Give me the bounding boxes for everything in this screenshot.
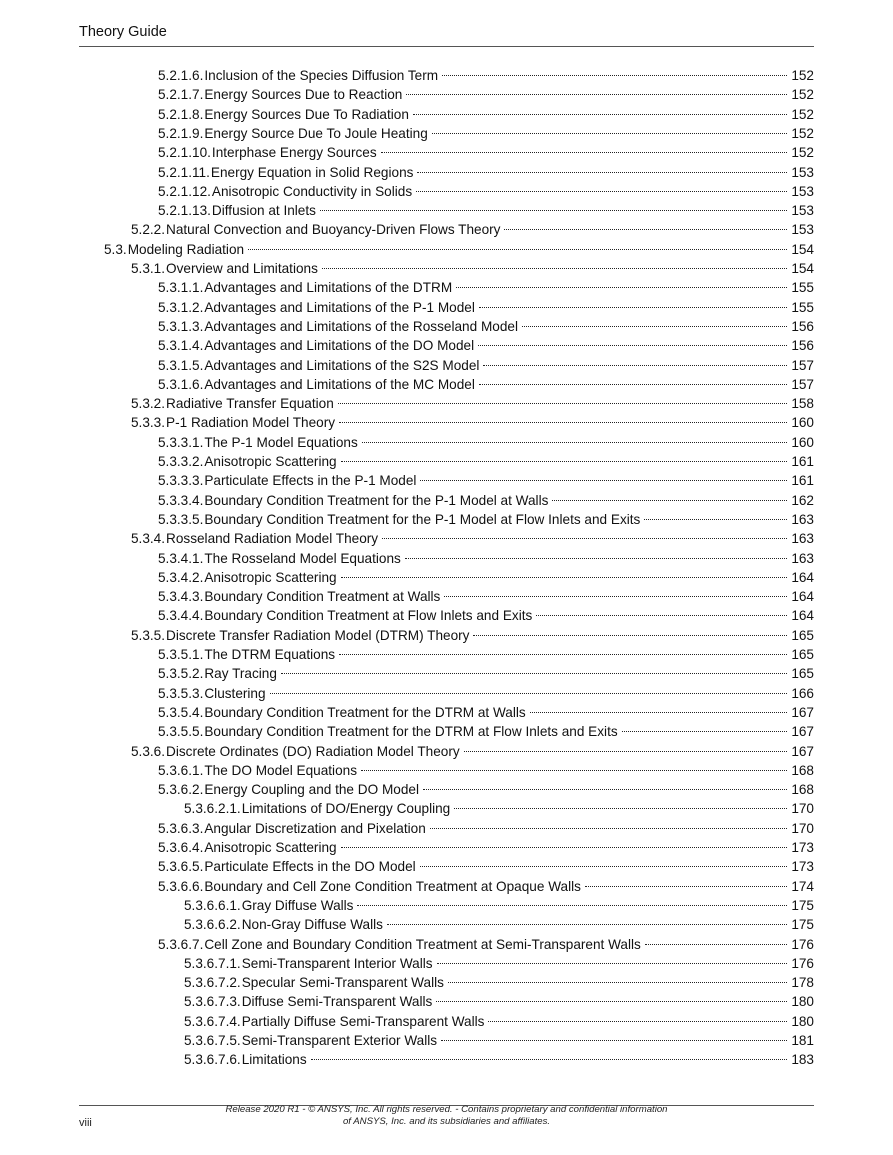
toc-entry-page: 167 [791, 724, 814, 739]
toc-entry-title: Non-Gray Diffuse Walls [241, 917, 383, 932]
toc-entry-title: Boundary Condition Treatment for the DTRM at Flow Inlets and Exits [204, 724, 618, 739]
toc-entry-number: 5.3.6.6. [158, 879, 204, 894]
toc-entry[interactable] [158, 935, 814, 954]
toc-entry[interactable] [158, 163, 814, 182]
toc-entry[interactable] [158, 780, 814, 799]
toc-dot-leader [248, 249, 787, 250]
toc-dot-leader [339, 422, 787, 423]
toc-dot-leader [416, 191, 787, 192]
toc-entry[interactable] [158, 471, 814, 490]
toc-entry-title: Discrete Ordinates (DO) Radiation Model Theory [166, 744, 460, 759]
toc-dot-leader [432, 133, 788, 134]
copyright-line-1: Release 2020 R1 - © ANSYS, Inc. All rights reserved. - Contains proprietary and confidential information [225, 1104, 668, 1115]
toc-entry[interactable] [158, 606, 814, 625]
toc-entry-title: Anisotropic Scattering [204, 454, 337, 469]
toc-entry-page: 175 [791, 917, 814, 932]
toc-dot-leader [357, 905, 787, 906]
toc-entry[interactable] [158, 85, 814, 104]
toc-entry[interactable] [131, 626, 814, 645]
toc-entry-number: 5.3.4.3. [158, 589, 204, 604]
toc-entry-page: 167 [791, 705, 814, 720]
toc-entry-page: 163 [791, 512, 814, 527]
toc-entry-page: 175 [791, 898, 814, 913]
toc-entry-page: 164 [791, 589, 814, 604]
toc-dot-leader [585, 886, 787, 887]
toc-entry[interactable] [158, 857, 814, 876]
toc-entry-number: 5.3.6.4. [158, 840, 204, 855]
toc-entry-title: Rosseland Radiation Model Theory [166, 531, 379, 546]
toc-entry[interactable] [131, 529, 814, 548]
toc-dot-leader [417, 172, 787, 173]
toc-entry-page: 152 [791, 145, 814, 160]
toc-entry-title: Particulate Effects in the DO Model [204, 859, 416, 874]
toc-entry-number: 5.2.1.7. [158, 87, 204, 102]
toc-entry-number: 5.2.1.10. [158, 145, 211, 160]
toc-entry-title: Semi-Transparent Exterior Walls [241, 1033, 438, 1048]
toc-entry-title: P-1 Radiation Model Theory [166, 415, 336, 430]
toc-entry-page: 176 [791, 956, 814, 971]
toc-entry-title: Anisotropic Conductivity in Solids [211, 184, 413, 199]
toc-entry-title: Radiative Transfer Equation [166, 396, 334, 411]
toc-entry-page: 183 [791, 1052, 814, 1067]
toc-dot-leader [644, 519, 787, 520]
toc-entry-number: 5.2.1.13. [158, 203, 211, 218]
toc-entry-page: 153 [791, 222, 814, 237]
toc-entry[interactable] [184, 973, 814, 992]
toc-dot-leader [361, 770, 787, 771]
toc-entry[interactable] [184, 1012, 814, 1031]
toc-entry-title: Boundary Condition Treatment for the P-1 Model at Walls [204, 493, 549, 508]
toc-entry-title: Energy Sources Due to Reaction [204, 87, 403, 102]
toc-entry-title: Particulate Effects in the P-1 Model [204, 473, 417, 488]
document-title: Theory Guide [79, 24, 167, 40]
toc-entry-number: 5.2.1.9. [158, 126, 204, 141]
toc-dot-leader [479, 384, 787, 385]
toc-entry-page: 163 [791, 551, 814, 566]
toc-entry[interactable] [158, 356, 814, 375]
toc-entry-title: Energy Coupling and the DO Model [204, 782, 419, 797]
toc-entry-page: 152 [791, 87, 814, 102]
toc-entry[interactable] [104, 240, 814, 259]
toc-entry-title: Advantages and Limitations of the Rosseland Model [204, 319, 518, 334]
toc-entry[interactable] [158, 491, 814, 510]
toc-dot-leader [430, 828, 788, 829]
toc-entry-page: 173 [791, 859, 814, 874]
toc-entry-number: 5.2.1.11. [158, 165, 210, 180]
toc-entry-number: 5.3.6.5. [158, 859, 204, 874]
toc-entry-page: 160 [791, 435, 814, 450]
toc-dot-leader [552, 500, 787, 501]
toc-dot-leader [444, 596, 787, 597]
toc-dot-leader [522, 326, 787, 327]
toc-entry[interactable] [158, 549, 814, 568]
toc-entry-page: 180 [791, 994, 814, 1009]
toc-dot-leader [311, 1059, 788, 1060]
toc-entry-title: Boundary Condition Treatment for the DTRM at Walls [204, 705, 526, 720]
toc-entry-number: 5.3.3.4. [158, 493, 204, 508]
toc-dot-leader [456, 287, 787, 288]
toc-entry-page: 154 [791, 261, 814, 276]
toc-entry[interactable] [158, 278, 814, 297]
toc-entry-page: 153 [791, 165, 814, 180]
toc-entry-title: Modeling Radiation [127, 242, 245, 257]
toc-entry-number: 5.3.6.3. [158, 821, 204, 836]
toc-entry-page: 164 [791, 570, 814, 585]
toc-entry-title: Limitations [241, 1052, 307, 1067]
toc-dot-leader [381, 152, 788, 153]
toc-entry-page: 178 [791, 975, 814, 990]
toc-dot-leader [270, 693, 788, 694]
toc-entry-number: 5.3.6.7.5. [184, 1033, 241, 1048]
toc-entry-page: 165 [791, 628, 814, 643]
toc-entry-number: 5.3.5.2. [158, 666, 204, 681]
toc-dot-leader [382, 538, 787, 539]
toc-dot-leader [454, 808, 787, 809]
toc-entry-title: Interphase Energy Sources [211, 145, 377, 160]
toc-dot-leader [488, 1021, 787, 1022]
toc-entry-page: 164 [791, 608, 814, 623]
toc-entry[interactable] [158, 124, 814, 143]
toc-entry-page: 174 [791, 879, 814, 894]
toc-dot-leader [322, 268, 787, 269]
toc-entry[interactable] [184, 896, 814, 915]
toc-entry-page: 163 [791, 531, 814, 546]
toc-entry[interactable] [158, 375, 814, 394]
toc-entry-number: 5.3.3.3. [158, 473, 204, 488]
toc-entry-number: 5.3.4.1. [158, 551, 204, 566]
toc-entry-title: Advantages and Limitations of the S2S Model [204, 358, 480, 373]
toc-entry[interactable] [184, 992, 814, 1011]
toc-entry[interactable] [131, 413, 814, 432]
toc-entry-page: 165 [791, 647, 814, 662]
toc-entry-number: 5.2.1.6. [158, 68, 204, 83]
toc-dot-leader [437, 963, 788, 964]
toc-entry-title: Boundary Condition Treatment at Flow Inlets and Exits [204, 608, 533, 623]
toc-dot-leader [420, 866, 788, 867]
toc-dot-leader [645, 944, 787, 945]
toc-entry-number: 5.3.3. [131, 415, 166, 430]
toc-dot-leader [339, 654, 787, 655]
toc-dot-leader [478, 345, 787, 346]
toc-entry[interactable] [184, 1031, 814, 1050]
toc-entry-page: 162 [791, 493, 814, 508]
copyright-notice [200, 1104, 693, 1128]
toc-entry-page: 180 [791, 1014, 814, 1029]
toc-entry[interactable] [158, 433, 814, 452]
toc-entry-title: Limitations of DO/Energy Coupling [241, 801, 451, 816]
toc-entry-title: Semi-Transparent Interior Walls [241, 956, 433, 971]
toc-entry-page: 152 [791, 68, 814, 83]
toc-entry-title: Overview and Limitations [166, 261, 318, 276]
toc-entry-number: 5.3.6.7.4. [184, 1014, 241, 1029]
toc-dot-leader [442, 75, 787, 76]
toc-entry-number: 5.3.1.5. [158, 358, 204, 373]
toc-entry-title: Advantages and Limitations of the DO Model [204, 338, 475, 353]
toc-entry-page: 170 [791, 801, 814, 816]
toc-entry-page: 156 [791, 319, 814, 334]
toc-entry-page: 155 [791, 300, 814, 315]
toc-entry[interactable] [131, 394, 814, 413]
toc-entry[interactable] [158, 877, 814, 896]
toc-entry-number: 5.3.6.7.1. [184, 956, 241, 971]
toc-entry[interactable] [158, 182, 814, 201]
toc-entry-number: 5.3.6.6.2. [184, 917, 241, 932]
toc-entry-number: 5.3.6.1. [158, 763, 204, 778]
toc-entry[interactable] [158, 587, 814, 606]
toc-entry-title: Diffuse Semi-Transparent Walls [241, 994, 433, 1009]
toc-entry-number: 5.3.1. [131, 261, 166, 276]
toc-dot-leader [281, 673, 787, 674]
toc-entry[interactable] [184, 799, 814, 818]
toc-dot-leader [504, 229, 787, 230]
toc-entry-page: 153 [791, 203, 814, 218]
toc-entry-title: Specular Semi-Transparent Walls [241, 975, 444, 990]
toc-entry[interactable] [158, 664, 814, 683]
toc-entry-title: Partially Diffuse Semi-Transparent Walls [241, 1014, 485, 1029]
toc-entry-page: 161 [791, 473, 814, 488]
toc-entry[interactable] [158, 722, 814, 741]
toc-entry-title: Boundary Condition Treatment at Walls [204, 589, 441, 604]
toc-dot-leader [464, 751, 788, 752]
toc-entry-page: 154 [791, 242, 814, 257]
toc-entry-page: 168 [791, 782, 814, 797]
toc-entry-title: Advantages and Limitations of the P-1 Model [204, 300, 475, 315]
toc-entry[interactable] [131, 742, 814, 761]
toc-entry[interactable] [158, 761, 814, 780]
toc-dot-leader [405, 558, 787, 559]
toc-entry-page: 156 [791, 338, 814, 353]
toc-entry-page: 166 [791, 686, 814, 701]
toc-entry-page: 152 [791, 126, 814, 141]
toc-entry-number: 5.3.3.1. [158, 435, 204, 450]
toc-entry-title: Clustering [204, 686, 266, 701]
toc-dot-leader [536, 615, 787, 616]
toc-entry-number: 5.3.6.7. [158, 937, 204, 952]
toc-entry-title: Energy Source Due To Joule Heating [204, 126, 428, 141]
toc-entry-number: 5.3.6.7.2. [184, 975, 241, 990]
toc-entry-title: Energy Sources Due To Radiation [204, 107, 409, 122]
toc-entry-page: 160 [791, 415, 814, 430]
toc-entry[interactable] [158, 452, 814, 471]
toc-entry-page: 168 [791, 763, 814, 778]
toc-entry[interactable] [158, 684, 814, 703]
toc-dot-leader [362, 442, 788, 443]
toc-entry[interactable] [158, 143, 814, 162]
toc-entry-page: 167 [791, 744, 814, 759]
toc-entry-title: The DTRM Equations [204, 647, 336, 662]
toc-entry-title: Discrete Transfer Radiation Model (DTRM) Theory [166, 628, 470, 643]
toc-entry[interactable] [131, 259, 814, 278]
toc-dot-leader [622, 731, 788, 732]
toc-dot-leader [387, 924, 787, 925]
toc-entry-page: 173 [791, 840, 814, 855]
toc-entry-number: 5.3.6.7.3. [184, 994, 241, 1009]
toc-entry[interactable] [158, 645, 814, 664]
toc-entry-title: Natural Convection and Buoyancy-Driven Flows Theory [166, 222, 501, 237]
toc-entry-title: Gray Diffuse Walls [241, 898, 354, 913]
toc-entry[interactable] [184, 1050, 814, 1069]
toc-entry[interactable] [158, 201, 814, 220]
toc-entry-number: 5.3.1.6. [158, 377, 204, 392]
copyright-line-2: of ANSYS, Inc. and its subsidiaries and affiliates. [342, 1116, 551, 1127]
toc-entry-title: The Rosseland Model Equations [204, 551, 401, 566]
toc-dot-leader [341, 461, 788, 462]
toc-entry-page: 176 [791, 937, 814, 952]
toc-entry-number: 5.3.1.2. [158, 300, 204, 315]
toc-entry[interactable] [158, 317, 814, 336]
toc-entry[interactable] [131, 220, 814, 239]
toc-entry-title: Anisotropic Scattering [204, 570, 337, 585]
toc-entry-number: 5.3.1.3. [158, 319, 204, 334]
toc-dot-leader [420, 480, 787, 481]
toc-entry-number: 5.3.4. [131, 531, 166, 546]
toc-entry-page: 158 [791, 396, 814, 411]
toc-entry[interactable] [158, 819, 814, 838]
toc-entry-title: The P-1 Model Equations [204, 435, 358, 450]
toc-entry-title: Anisotropic Scattering [204, 840, 337, 855]
toc-entry-number: 5.3.6. [131, 744, 166, 759]
toc-entry[interactable] [158, 510, 814, 529]
toc-entry-number: 5.3.3.2. [158, 454, 204, 469]
toc-entry[interactable] [184, 915, 814, 934]
toc-entry-page: 170 [791, 821, 814, 836]
toc-entry-page: 165 [791, 666, 814, 681]
toc-entry-number: 5.3. [104, 242, 127, 257]
toc-entry-page: 152 [791, 107, 814, 122]
toc-entry-title: Cell Zone and Boundary Condition Treatment at Semi-Transparent Walls [204, 937, 641, 952]
toc-dot-leader [448, 982, 787, 983]
toc-entry-title: Diffusion at Inlets [211, 203, 316, 218]
toc-entry-page: 153 [791, 184, 814, 199]
toc-entry-number: 5.3.4.2. [158, 570, 204, 585]
toc-dot-leader [483, 365, 787, 366]
toc-entry-number: 5.3.6.7.6. [184, 1052, 241, 1067]
toc-entry-title: Boundary and Cell Zone Condition Treatment at Opaque Walls [204, 879, 581, 894]
toc-entry-number: 5.3.5.3. [158, 686, 204, 701]
toc-entry-number: 5.3.5.5. [158, 724, 204, 739]
toc-dot-leader [338, 403, 788, 404]
toc-dot-leader [406, 94, 787, 95]
toc-dot-leader [530, 712, 788, 713]
toc-dot-leader [479, 307, 787, 308]
toc-entry-number: 5.3.3.5. [158, 512, 204, 527]
toc-entry-page: 181 [791, 1033, 814, 1048]
toc-dot-leader [441, 1040, 787, 1041]
toc-entry-title: Inclusion of the Species Diffusion Term [204, 68, 439, 83]
toc-entry-title: Ray Tracing [204, 666, 277, 681]
toc-dot-leader [473, 635, 787, 636]
toc-entry-number: 5.3.1.4. [158, 338, 204, 353]
toc-entry-number: 5.3.1.1. [158, 280, 204, 295]
toc-entry[interactable] [184, 954, 814, 973]
toc-entry-page: 157 [791, 358, 814, 373]
toc-entry-page: 157 [791, 377, 814, 392]
toc-entry[interactable] [158, 298, 814, 317]
toc-entry-number: 5.3.6.2.1. [184, 801, 241, 816]
toc-entry-title: Angular Discretization and Pixelation [204, 821, 426, 836]
toc-entry-number: 5.3.5. [131, 628, 166, 643]
toc-dot-leader [341, 847, 788, 848]
toc-entry[interactable] [158, 838, 814, 857]
toc-entry-title: Advantages and Limitations of the MC Model [204, 377, 475, 392]
toc-entry-title: Boundary Condition Treatment for the P-1 Model at Flow Inlets and Exits [204, 512, 641, 527]
toc-entry-number: 5.2.2. [131, 222, 166, 237]
toc-entry-number: 5.2.1.8. [158, 107, 204, 122]
toc-entry-number: 5.3.5.4. [158, 705, 204, 720]
toc-entry[interactable] [158, 336, 814, 355]
toc-entry-number: 5.3.5.1. [158, 647, 204, 662]
page-number: viii [79, 1117, 92, 1129]
toc-entry-number: 5.3.6.2. [158, 782, 204, 797]
toc-entry-number: 5.2.1.12. [158, 184, 211, 199]
toc-dot-leader [320, 210, 787, 211]
toc-entry-page: 161 [791, 454, 814, 469]
toc-entry[interactable] [158, 105, 814, 124]
toc-entry-title: The DO Model Equations [204, 763, 357, 778]
toc-dot-leader [341, 577, 788, 578]
page-header [79, 24, 814, 47]
toc-dot-leader [413, 114, 787, 115]
toc-entry-title: Energy Equation in Solid Regions [210, 165, 414, 180]
toc-entry-number: 5.3.2. [131, 396, 166, 411]
toc-entry-title: Advantages and Limitations of the DTRM [204, 280, 453, 295]
toc-entry[interactable] [158, 66, 814, 85]
toc-dot-leader [436, 1001, 787, 1002]
toc-entry[interactable] [158, 568, 814, 587]
toc-entry-page: 155 [791, 280, 814, 295]
toc-entry-number: 5.3.4.4. [158, 608, 204, 623]
toc-entry-number: 5.3.6.6.1. [184, 898, 241, 913]
toc-entry[interactable] [158, 703, 814, 722]
toc-dot-leader [423, 789, 787, 790]
